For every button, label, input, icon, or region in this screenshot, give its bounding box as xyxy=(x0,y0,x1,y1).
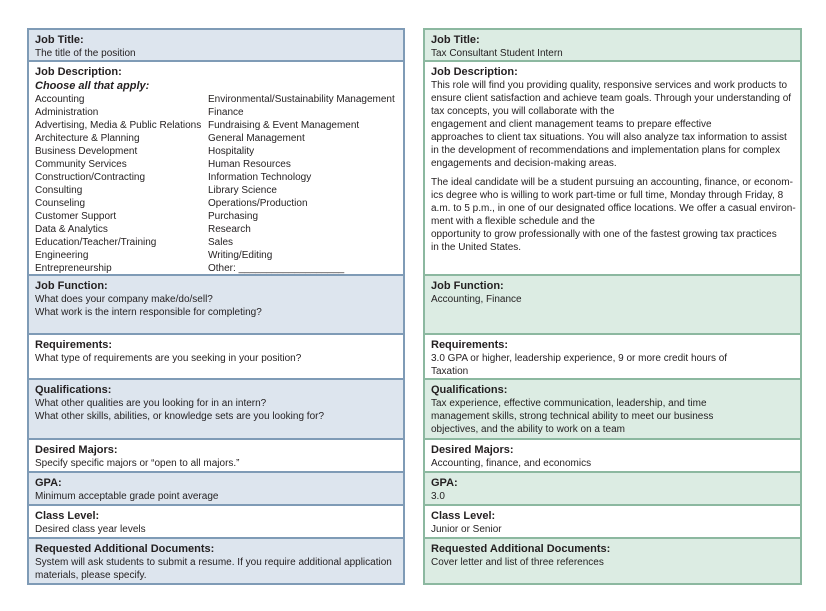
job-function-section xyxy=(423,274,802,335)
class-level-section xyxy=(27,504,405,539)
section-text: Minimum acceptable grade point average xyxy=(35,491,219,502)
section-heading: Desired Majors: xyxy=(431,444,514,456)
instruction-text: Choose all that apply: xyxy=(35,80,150,92)
section-heading: GPA: xyxy=(431,477,458,489)
section-text: Taxation xyxy=(431,366,469,377)
job-description-section xyxy=(423,60,802,276)
additional-documents-section xyxy=(27,537,405,585)
section-heading: Requirements: xyxy=(431,339,509,351)
job-function-section xyxy=(27,274,405,335)
category-item: Writing/Editing xyxy=(208,250,273,261)
section-text: management skills, strong technical ability to meet our business xyxy=(431,411,714,422)
section-text: What work is the intern responsible for completing? xyxy=(35,307,262,318)
description-line: engagements and decision-making areas. xyxy=(431,158,617,169)
description-line: in the development of recommendations and implementation plans for complex xyxy=(431,145,781,156)
additional-documents-section xyxy=(423,537,802,585)
category-item: Accounting xyxy=(35,94,85,105)
category-column-2 xyxy=(208,93,397,275)
category-item: Other: ___________________ xyxy=(208,263,345,274)
section-heading: Job Description: xyxy=(431,66,518,78)
category-item: Administration xyxy=(35,107,99,118)
section-text: What other skills, abilities, or knowledge sets are you looking for? xyxy=(35,411,325,422)
description-line: in the United States. xyxy=(431,242,522,253)
section-text: What other qualities are you looking for in an intern? xyxy=(35,398,267,409)
section-text: Accounting, finance, and economics xyxy=(431,458,592,469)
section-heading: Class Level: xyxy=(35,510,100,522)
category-item: Library Science xyxy=(208,185,277,196)
gpa-section xyxy=(27,471,405,506)
category-item: Hospitality xyxy=(208,146,255,157)
section-heading: Qualifications: xyxy=(35,384,112,396)
category-item: Operations/Production xyxy=(208,198,308,209)
section-text: What does your company make/do/sell? xyxy=(35,294,213,305)
section-heading: Job Function: xyxy=(35,280,108,292)
category-item: Architecture & Planning xyxy=(35,133,140,144)
section-heading: Class Level: xyxy=(431,510,496,522)
category-item: Engineering xyxy=(35,250,89,261)
section-text: The title of the position xyxy=(35,48,136,59)
job-title-section xyxy=(27,28,405,62)
desired-majors-section xyxy=(27,438,405,473)
category-item: Data & Analytics xyxy=(35,224,108,235)
description-line: tax concepts, you will collaborate with the xyxy=(431,106,615,117)
section-heading: Job Title: xyxy=(431,34,480,46)
section-heading: GPA: xyxy=(35,477,62,489)
section-text: Specify specific majors or “open to all majors.” xyxy=(35,458,240,469)
category-item: General Management xyxy=(208,133,305,144)
section-heading: Requested Additional Documents: xyxy=(431,543,611,555)
category-item: Business Development xyxy=(35,146,138,157)
category-item: Information Technology xyxy=(208,172,312,183)
gpa-section xyxy=(423,471,802,506)
category-item: Community Services xyxy=(35,159,127,170)
section-text: Accounting, Finance xyxy=(431,294,522,305)
qualifications-section xyxy=(423,378,802,440)
category-item: Entrepreneurship xyxy=(35,263,112,274)
section-heading: Job Description: xyxy=(35,66,122,78)
category-item: Sales xyxy=(208,237,234,248)
category-item: Consulting xyxy=(35,185,83,196)
section-text: Tax experience, effective communication, leadership, and time xyxy=(431,398,707,409)
section-text: Junior or Senior xyxy=(431,524,502,535)
section-text: objectives, and the ability to work on a team xyxy=(431,424,625,435)
description-line: The ideal candidate will be a student pursuing an accounting, finance, or econom- xyxy=(431,177,793,188)
category-item: Advertising, Media & Public Relations xyxy=(35,120,202,131)
requirements-section xyxy=(423,333,802,380)
section-text: materials, please specify. xyxy=(35,570,147,581)
job-title-section xyxy=(423,28,802,62)
class-level-section xyxy=(423,504,802,539)
section-text: 3.0 xyxy=(431,491,445,502)
category-item: Finance xyxy=(208,107,244,118)
description-line: a.m. to 5 p.m., in one of our designated office locations. We offer a casual environ- xyxy=(431,203,796,214)
category-item: Research xyxy=(208,224,251,235)
qualifications-section xyxy=(27,378,405,440)
category-item: Customer Support xyxy=(35,211,117,222)
category-column-1 xyxy=(35,93,208,275)
category-item: Construction/Contracting xyxy=(35,172,146,183)
desired-majors-section xyxy=(423,438,802,473)
description-line: This role will find you providing quality, responsive services and work products to xyxy=(431,80,788,91)
description-line: ment with a flexible schedule and the xyxy=(431,216,595,227)
category-item: Human Resources xyxy=(208,159,291,170)
section-heading: Desired Majors: xyxy=(35,444,118,456)
category-item: Fundraising & Event Management xyxy=(208,120,360,131)
description-line: approaches to client tax situations. You will also analyze tax information to assist xyxy=(431,132,787,143)
section-text: Tax Consultant Student Intern xyxy=(431,48,563,59)
description-line: ensure client satisfaction and achieve team goals. Through your understanding of xyxy=(431,93,792,104)
description-line: opportunity to grow professionally with one of the fastest growing tax practices xyxy=(431,229,777,240)
description-line: engagement and client management teams to prepare effective xyxy=(431,119,712,130)
section-heading: Job Title: xyxy=(35,34,84,46)
category-item: Environmental/Sustainability Management xyxy=(208,94,395,105)
description-line: ics degree who is willing to work part-time or full time, Monday through Friday, 8 xyxy=(431,190,784,201)
category-list xyxy=(35,93,397,275)
section-text: What type of requirements are you seeking in your position? xyxy=(35,353,302,364)
category-item: Education/Teacher/Training xyxy=(35,237,157,248)
category-item: Purchasing xyxy=(208,211,259,222)
section-heading: Requirements: xyxy=(35,339,113,351)
section-text: 3.0 GPA or higher, leadership experience, 9 or more credit hours of xyxy=(431,353,728,364)
section-text: Cover letter and list of three references xyxy=(431,557,604,568)
section-heading: Requested Additional Documents: xyxy=(35,543,215,555)
category-item: Counseling xyxy=(35,198,86,209)
job-description-section xyxy=(27,60,405,276)
section-text: System will ask students to submit a resume. If you require additional application xyxy=(35,557,392,568)
section-text: Desired class year levels xyxy=(35,524,146,535)
section-heading: Job Function: xyxy=(431,280,504,292)
requirements-section xyxy=(27,333,405,380)
section-heading: Qualifications: xyxy=(431,384,508,396)
